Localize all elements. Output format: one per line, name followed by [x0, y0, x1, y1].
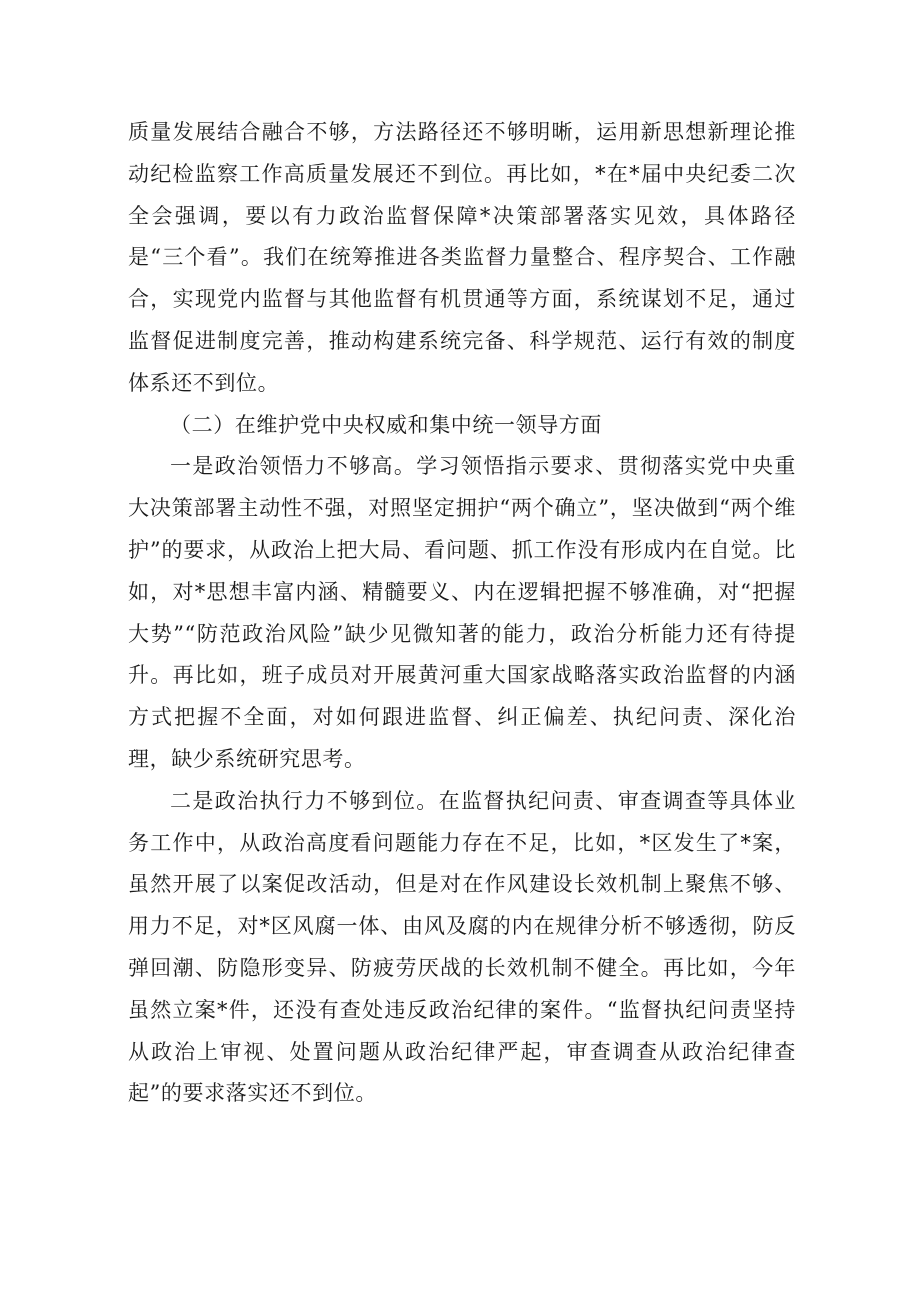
paragraph-continuation: 质量发展结合融合不够，方法路径还不够明晰，运用新思想新理论推动纪检监察工作高质量发展还不到位。再比如，*在*届中央纪委二次全会强调，要以有力政治监督保障*决策部署落实见效，具体路径是“三个看”。我们在统筹推进各类监督力量整合、程序契合、工作融合，实现党内监督与其他监督有机贯通等方面，系统谋划不足，通过监督促进制度完善，推动构建系统完备、科学规范、运行有效的制度体系还不到位。: [128, 120, 796, 395]
document-body: [128, 112, 796, 1115]
section-heading: （二）在维护党中央权威和集中统一领导方面: [170, 412, 602, 437]
paragraph-political-execution: 二是政治执行力不够到位。在监督执纪问责、审查调查等具体业务工作中，从政治高度看问题能力存在不足，比如，*区发生了*案，虽然开展了以案促改活动，但是对在作风建设长效机制上聚焦不够、用力不足，对*区风腐一体、由风及腐的内在规律分析不够透彻，防反弹回潮、防隐形变异、防疲劳厌战的长效机制不健全。再比如，今年虽然立案*件，还没有查处违反政治纪律的案件。“监督执纪问责坚持从政治上审视、处置问题从政治纪律严起，审查调查从政治纪律查起”的要求落实还不到位。: [128, 788, 796, 1106]
paragraph-political-understanding: 一是政治领悟力不够高。学习领悟指示要求、贯彻落实党中央重大决策部署主动性不强，对照坚定拥护“两个确立”，坚决做到“两个维护”的要求，从政治上把大局、看问题、抓工作没有形成内在自觉。比如，对*思想丰富内涵、精髓要义、内在逻辑把握不够准确，对“把握大势”“防范政治风险”缺少见微知著的能力，政治分析能力还有待提升。再比如，班子成员对开展黄河重大国家战略落实政治监督的内涵方式把握不全面，对如何跟进监督、纠正偏差、执纪问责、深化治理，缺少系统研究思考。: [128, 454, 796, 771]
